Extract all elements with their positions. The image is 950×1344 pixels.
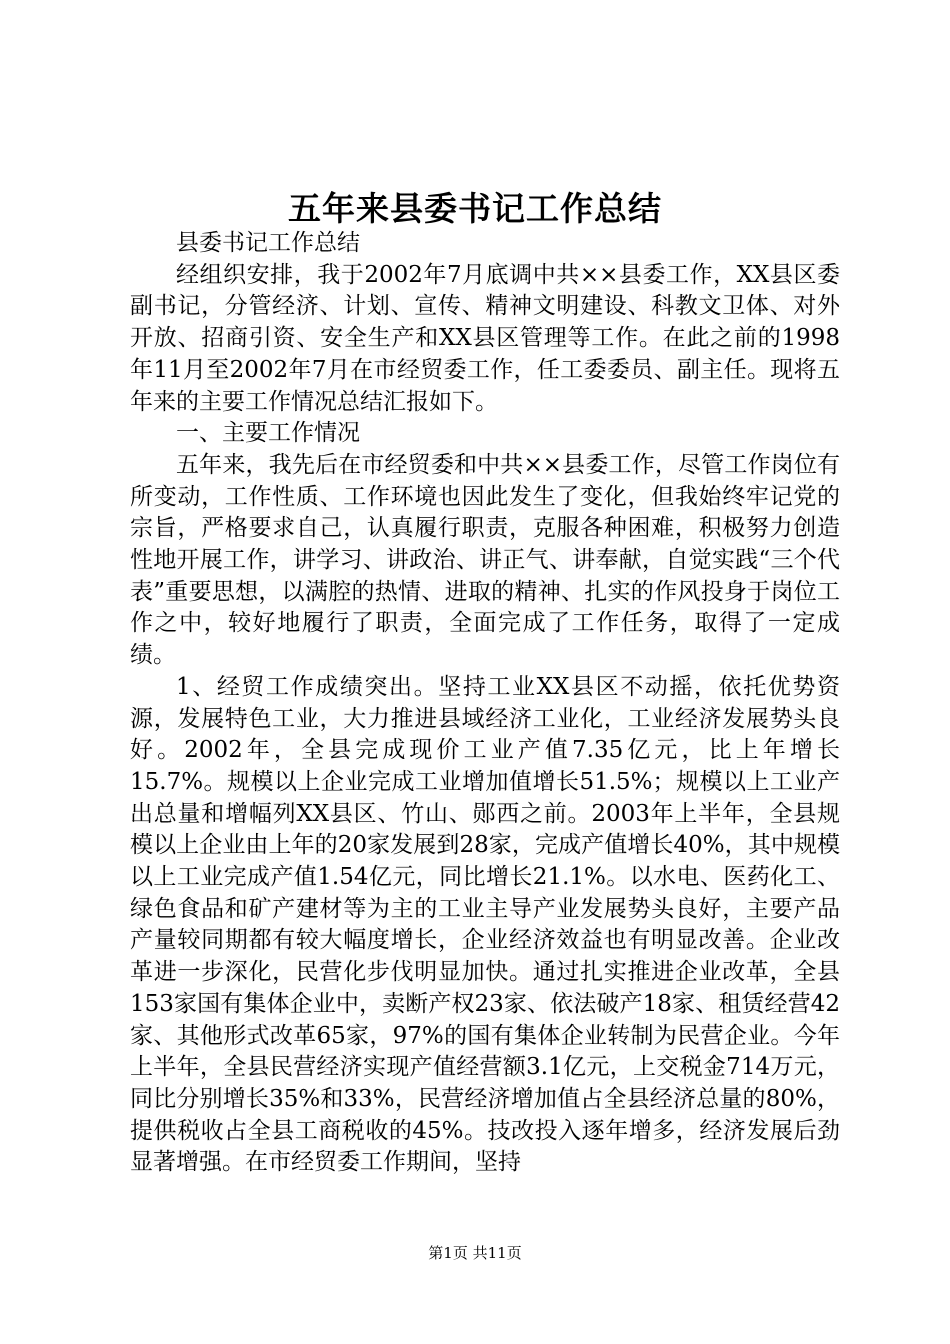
page-footer: 第1页 共11页 [428,1244,522,1262]
paragraph-economy: 1、经贸工作成绩突出。坚持工业XX县区不动摇，依托优势资源，发展特色工业，大力推进县域经济工业化，工业经济发展势头良好。2002年，全县完成现价工业产值7.35亿元，比上年增长15.7%。规模以上企业完成工业增加值增长51.5%；规模以上工业产出总量和增幅列XX县区、竹山、郧西之前。2003年上半年，全县规模以上企业由上年的20家发展到28家，完成产值增长40%，其中规模以上工业完成产值1.54亿元，同比增长21.1%。以水电、医药化工、绿色食品和矿产建材等为主的工业主导产业发展势头良好，主要产品产量较同期都有较大幅度增长，企业经济效益也有明显改善。企业改革进一步深化，民营化步伐明显加快。通过扎实推进企业改革，全县153家国有集体企业中，卖断产权23家、依法破产18家、租赁经营42家、其他形式改革65家，97%的国有集体企业转制为民营企业。今年上半年，全县民营经济实现产值经营额3.1亿元，上交税金714万元，同比分别增长35%和33%，民营经济增加值占全县经济总量的80%，提供税收占全县工商税收的45%。技改投入逐年增多，经济发展后劲显著增强。在市经贸委工作期间，坚持 [130,673,840,1176]
document-title: 五年来县委书记工作总结 [288,189,662,228]
paragraph-subtitle: 县委书记工作总结 [176,230,360,256]
paragraph-intro: 经组织安排，我于2002年7月底调中共××县委工作，XX县区委副书记，分管经济、计划、宣传、精神文明建设、科教文卫体、对外开放、招商引资、安全生产和XX县区管理等工作。在此之前的1998年11月至2002年7月在市经贸委工作，任工委委员、副主任。现将五年来的主要工作情况总结汇报如下。 [130,261,840,415]
paragraph-overview: 五年来，我先后在市经贸委和中共××县委工作，尽管工作岗位有所变动，工作性质、工作环境也因此发生了变化，但我始终牢记党的宗旨，严格要求自己，认真履行职责，克服各种困难，积极努力创造性地开展工作，讲学习、讲政治、讲正气、讲奉献，自觉实践“三个代表”重要思想，以满腔的热情、进取的精神、扎实的作风投身于岗位工作之中，较好地履行了职责，全面完成了工作任务，取得了一定成绩。 [130,451,840,669]
document-body [130,228,840,1179]
section-heading: 一、主要工作情况 [176,420,360,447]
